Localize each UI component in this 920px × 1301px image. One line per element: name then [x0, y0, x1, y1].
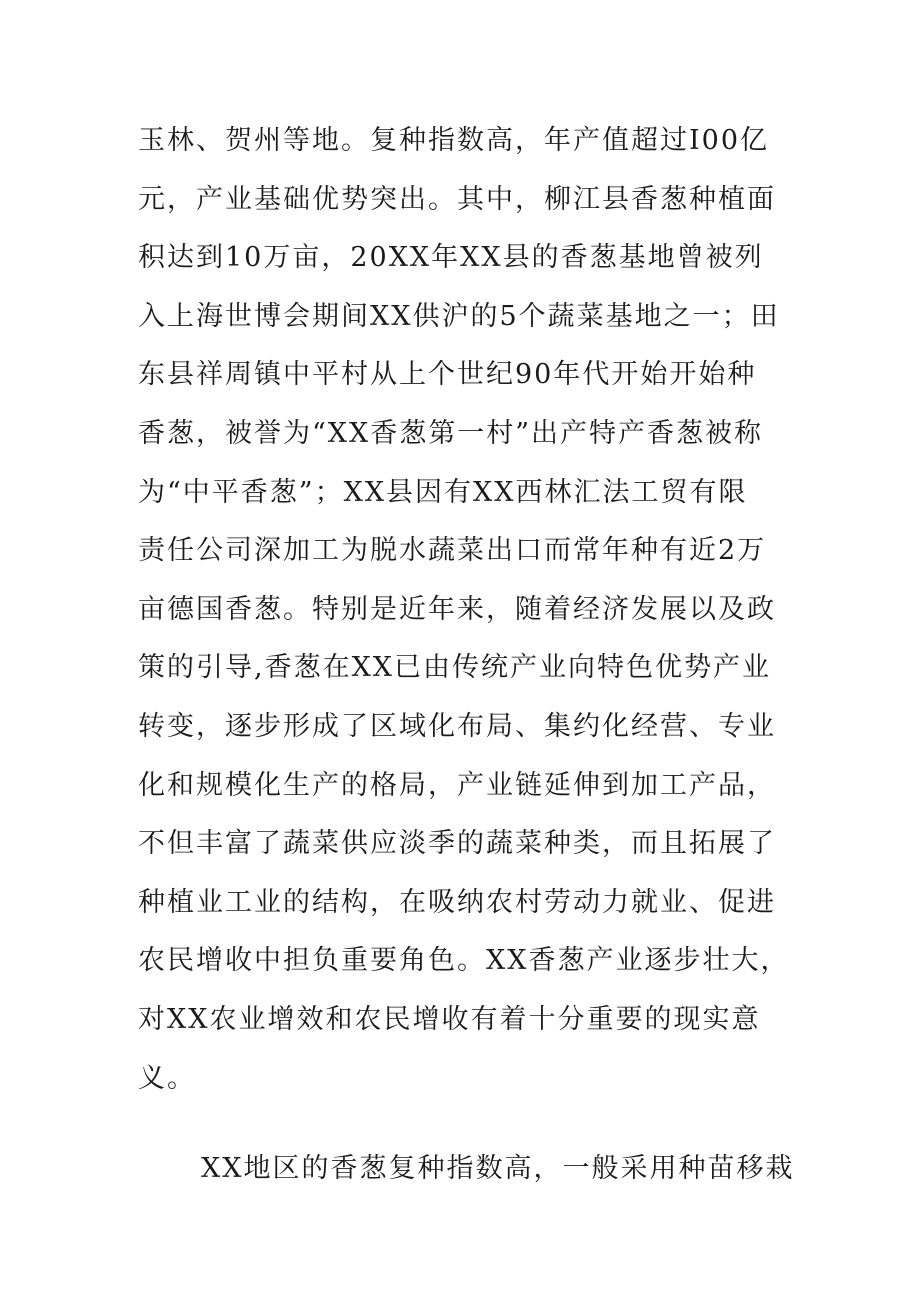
text-line: 不但丰富了蔬菜供应淡季的蔬菜种类，而且拓展了	[138, 828, 776, 860]
text-line: 对XX农业增效和农民增收有着十分重要的现实意	[138, 1003, 761, 1035]
text-line: 化和规模化生产的格局，产业链延伸到加工产品，	[138, 769, 776, 801]
paragraph-spacer	[138, 1108, 798, 1140]
text-line: 转变，逐步形成了区域化布局、集约化经营、专业	[138, 710, 776, 742]
text-line: 为“中平香葱”；XX县因有XX西林汇法工贸有限	[138, 476, 748, 508]
text-line: 亩德国香葱。特别是近年来，随着经济发展以及政	[138, 593, 776, 625]
text-line: 责任公司深加工为脱水蔬菜出口而常年种有近2万	[138, 535, 767, 567]
body-text	[138, 112, 798, 1199]
paragraph-1	[138, 112, 798, 1108]
text-line: XX地区的香葱复种指数高，一般采用种苗移栽	[201, 1153, 795, 1185]
text-line: 策的引导,香葱在XX已由传统产业向特色优势产业	[138, 652, 772, 684]
text-line: 元，产业基础优势突出。其中，柳江县香葱种植面	[138, 183, 776, 215]
paragraph-2	[138, 1140, 798, 1199]
text-line: 东县祥周镇中平村从上个世纪90年代开始开始种	[138, 359, 757, 391]
text-line: 入上海世博会期间XX供沪的5个蔬菜基地之一；田	[138, 300, 780, 332]
text-line: 积达到10万亩，20XX年XX县的香葱基地曾被列	[138, 242, 764, 274]
text-line: 义。	[138, 1062, 196, 1094]
text-line: 种植业工业的结构，在吸纳农村劳动力就业、促进	[138, 886, 776, 918]
text-line: 玉林、贺州等地。复种指数高，年产值超过I00亿	[138, 125, 770, 156]
text-line: 香葱，被誉为“XX香葱第一村”出产特产香葱被称	[138, 417, 764, 449]
text-line: 农民增收中担负重要角色。XX香葱产业逐步壮大，	[138, 945, 790, 977]
